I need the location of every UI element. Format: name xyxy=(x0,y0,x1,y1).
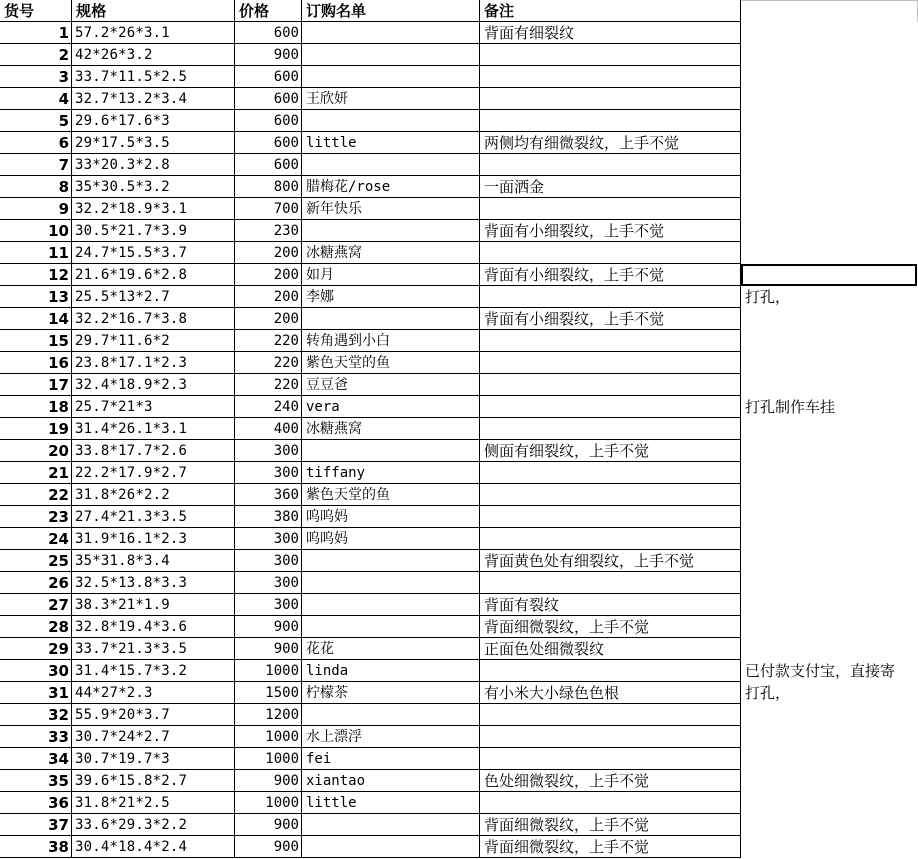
table-row xyxy=(0,792,918,814)
table-row xyxy=(0,748,918,770)
cell-extra[interactable] xyxy=(741,176,918,198)
cell-note[interactable] xyxy=(480,660,741,682)
cell-spec[interactable]: 42*26*3.2 xyxy=(72,44,235,66)
cell-price[interactable]: 300 xyxy=(235,572,302,594)
cell-item-no[interactable]: 10 xyxy=(0,220,72,242)
table-row xyxy=(0,682,918,704)
cell-buyer[interactable]: fei xyxy=(302,748,480,770)
cell-buyer[interactable] xyxy=(302,308,480,330)
cell-item-no[interactable]: 22 xyxy=(0,484,72,506)
header-item-no[interactable]: 货号 xyxy=(0,0,72,22)
cell-spec[interactable]: 30.5*21.7*3.9 xyxy=(72,220,235,242)
cell-item-no[interactable]: 30 xyxy=(0,660,72,682)
cell-buyer[interactable] xyxy=(302,704,480,726)
cell-spec[interactable]: 21.6*19.6*2.8 xyxy=(72,264,235,286)
cell-note[interactable] xyxy=(480,110,741,132)
cell-note[interactable]: 侧面有细裂纹，上手不觉 xyxy=(480,440,741,462)
cell-note[interactable] xyxy=(480,154,741,176)
table-row xyxy=(0,484,918,506)
cell-buyer[interactable] xyxy=(302,594,480,616)
cell-item-no[interactable]: 17 xyxy=(0,374,72,396)
table-row xyxy=(0,66,918,88)
cell-note[interactable]: 背面有小细裂纹，上手不觉 xyxy=(480,220,741,242)
cell-extra[interactable] xyxy=(741,242,918,264)
cell-buyer[interactable] xyxy=(302,550,480,572)
cell-buyer[interactable]: 腊梅花/rose xyxy=(302,176,480,198)
cell-extra[interactable] xyxy=(741,616,918,638)
cell-note[interactable] xyxy=(480,286,741,308)
cell-spec[interactable]: 31.9*16.1*2.3 xyxy=(72,528,235,550)
cell-price[interactable]: 220 xyxy=(235,374,302,396)
cell-note[interactable]: 背面有裂纹 xyxy=(480,594,741,616)
cell-spec[interactable]: 32.2*16.7*3.8 xyxy=(72,308,235,330)
cell-item-no[interactable]: 31 xyxy=(0,682,72,704)
cell-buyer[interactable] xyxy=(302,440,480,462)
cell-buyer[interactable]: little xyxy=(302,132,480,154)
cell-extra[interactable] xyxy=(741,220,918,242)
cell-item-no[interactable]: 9 xyxy=(0,198,72,220)
cell-item-no[interactable]: 2 xyxy=(0,44,72,66)
cell-note[interactable] xyxy=(480,528,741,550)
cell-buyer[interactable] xyxy=(302,836,480,858)
cell-buyer[interactable]: 紫色天堂的鱼 xyxy=(302,352,480,374)
cell-note[interactable] xyxy=(480,396,741,418)
cell-note[interactable]: 背面有细裂纹 xyxy=(480,22,741,44)
cell-spec[interactable]: 31.8*26*2.2 xyxy=(72,484,235,506)
cell-item-no[interactable]: 35 xyxy=(0,770,72,792)
cell-extra[interactable] xyxy=(741,440,918,462)
cell-price[interactable]: 300 xyxy=(235,440,302,462)
cell-price[interactable]: 600 xyxy=(235,132,302,154)
cell-item-no[interactable]: 15 xyxy=(0,330,72,352)
cell-spec[interactable]: 31.4*26.1*3.1 xyxy=(72,418,235,440)
table-row xyxy=(0,572,918,594)
cell-buyer[interactable]: 水上漂浮 xyxy=(302,726,480,748)
cell-spec[interactable]: 55.9*20*3.7 xyxy=(72,704,235,726)
table-row xyxy=(0,110,918,132)
cell-note[interactable] xyxy=(480,704,741,726)
table-row xyxy=(0,704,918,726)
cell-buyer[interactable] xyxy=(302,22,480,44)
cell-extra[interactable]: 已付款支付宝，直接寄 xyxy=(745,662,896,680)
cell-buyer[interactable] xyxy=(302,220,480,242)
cell-item-no[interactable]: 1 xyxy=(0,22,72,44)
cell-price[interactable]: 300 xyxy=(235,594,302,616)
table-row xyxy=(0,308,918,330)
cell-note[interactable] xyxy=(480,726,741,748)
cell-item-no[interactable]: 38 xyxy=(0,836,72,858)
cell-price[interactable]: 1000 xyxy=(235,660,302,682)
cell-spec[interactable]: 38.3*21*1.9 xyxy=(72,594,235,616)
cell-spec[interactable]: 32.8*19.4*3.6 xyxy=(72,616,235,638)
cell-price[interactable]: 700 xyxy=(235,198,302,220)
table-row xyxy=(0,22,918,44)
cell-note[interactable]: 背面有小细裂纹，上手不觉 xyxy=(480,308,741,330)
cell-spec[interactable]: 22.2*17.9*2.7 xyxy=(72,462,235,484)
cell-item-no[interactable]: 6 xyxy=(0,132,72,154)
cell-spec[interactable]: 24.7*15.5*3.7 xyxy=(72,242,235,264)
cell-price[interactable]: 220 xyxy=(235,352,302,374)
cell-note[interactable] xyxy=(480,418,741,440)
cell-note[interactable] xyxy=(480,88,741,110)
cell-price[interactable]: 200 xyxy=(235,286,302,308)
cell-item-no[interactable]: 32 xyxy=(0,704,72,726)
cell-extra[interactable] xyxy=(741,594,918,616)
selected-cell-outline[interactable] xyxy=(741,264,917,286)
header-note[interactable]: 备注 xyxy=(480,0,741,22)
cell-item-no[interactable]: 3 xyxy=(0,66,72,88)
cell-extra[interactable] xyxy=(741,44,918,66)
cell-price[interactable]: 800 xyxy=(235,176,302,198)
table-row xyxy=(0,594,918,616)
table-row xyxy=(0,528,918,550)
cell-buyer[interactable]: linda xyxy=(302,660,480,682)
header-extra-cell[interactable] xyxy=(741,0,918,22)
table-row xyxy=(0,770,918,792)
cell-item-no[interactable]: 8 xyxy=(0,176,72,198)
header-spec[interactable]: 规格 xyxy=(72,0,235,22)
cell-extra[interactable]: 打孔， xyxy=(745,684,791,702)
cell-price[interactable]: 1000 xyxy=(235,726,302,748)
cell-item-no[interactable]: 21 xyxy=(0,462,72,484)
cell-note[interactable]: 正面色处细微裂纹 xyxy=(480,638,741,660)
cell-spec[interactable]: 35*30.5*3.2 xyxy=(72,176,235,198)
cell-price[interactable]: 1000 xyxy=(235,792,302,814)
cell-spec[interactable]: 39.6*15.8*2.7 xyxy=(72,770,235,792)
cell-item-no[interactable]: 7 xyxy=(0,154,72,176)
table-row xyxy=(0,638,918,660)
cell-note[interactable] xyxy=(480,198,741,220)
cell-buyer[interactable]: tiffany xyxy=(302,462,480,484)
table-row xyxy=(0,132,918,154)
cell-note[interactable] xyxy=(480,506,741,528)
cell-item-no[interactable]: 5 xyxy=(0,110,72,132)
cell-extra[interactable] xyxy=(741,836,918,858)
cell-note[interactable] xyxy=(480,462,741,484)
table-row xyxy=(0,462,918,484)
cell-extra[interactable] xyxy=(741,572,918,594)
cell-item-no[interactable]: 20 xyxy=(0,440,72,462)
cell-note[interactable] xyxy=(480,66,741,88)
cell-note[interactable]: 有小米大小绿色色根 xyxy=(480,682,741,704)
cell-price[interactable]: 300 xyxy=(235,550,302,572)
cell-item-no[interactable]: 33 xyxy=(0,726,72,748)
cell-note[interactable]: 背面黄色处有细裂纹，上手不觉 xyxy=(480,550,741,572)
cell-buyer[interactable]: 柠檬茶 xyxy=(302,682,480,704)
cell-extra[interactable] xyxy=(741,132,918,154)
header-buyer-list[interactable]: 订购名单 xyxy=(302,0,480,22)
cell-spec[interactable]: 33.7*11.5*2.5 xyxy=(72,66,235,88)
cell-item-no[interactable]: 36 xyxy=(0,792,72,814)
table-row xyxy=(0,836,918,858)
table-row xyxy=(0,242,918,264)
cell-buyer[interactable]: 冰糖燕窝 xyxy=(302,242,480,264)
cell-price[interactable]: 380 xyxy=(235,506,302,528)
cell-extra[interactable] xyxy=(741,462,918,484)
cell-extra[interactable] xyxy=(741,154,918,176)
cell-buyer[interactable] xyxy=(302,66,480,88)
table-row xyxy=(0,330,918,352)
cell-note[interactable]: 两侧均有细微裂纹，上手不觉 xyxy=(480,132,741,154)
cell-buyer[interactable]: 呜呜妈 xyxy=(302,528,480,550)
cell-item-no[interactable]: 18 xyxy=(0,396,72,418)
cell-item-no[interactable]: 34 xyxy=(0,748,72,770)
cell-spec[interactable]: 33.7*21.3*3.5 xyxy=(72,638,235,660)
cell-extra[interactable] xyxy=(741,550,918,572)
cell-buyer[interactable]: 花花 xyxy=(302,638,480,660)
table-row xyxy=(0,198,918,220)
cell-buyer[interactable] xyxy=(302,44,480,66)
table-row xyxy=(0,88,918,110)
cell-item-no[interactable]: 25 xyxy=(0,550,72,572)
cell-note[interactable] xyxy=(480,572,741,594)
cell-note[interactable]: 一面洒金 xyxy=(480,176,741,198)
cell-price[interactable]: 1000 xyxy=(235,748,302,770)
cell-price[interactable]: 1500 xyxy=(235,682,302,704)
cell-extra[interactable] xyxy=(741,418,918,440)
cell-note[interactable]: 背面细微裂纹，上手不觉 xyxy=(480,616,741,638)
table-row xyxy=(0,506,918,528)
cell-extra[interactable] xyxy=(741,528,918,550)
cell-item-no[interactable]: 14 xyxy=(0,308,72,330)
cell-item-no[interactable]: 11 xyxy=(0,242,72,264)
cell-spec[interactable]: 30.7*19.7*3 xyxy=(72,748,235,770)
cell-extra[interactable] xyxy=(741,726,918,748)
cell-spec[interactable]: 29.7*11.6*2 xyxy=(72,330,235,352)
cell-extra[interactable] xyxy=(741,374,918,396)
cell-item-no[interactable]: 16 xyxy=(0,352,72,374)
cell-spec[interactable]: 31.8*21*2.5 xyxy=(72,792,235,814)
cell-price[interactable]: 900 xyxy=(235,814,302,836)
cell-price[interactable]: 900 xyxy=(235,770,302,792)
cell-note[interactable] xyxy=(480,374,741,396)
cell-spec[interactable]: 33.8*17.7*2.6 xyxy=(72,440,235,462)
cell-price[interactable]: 240 xyxy=(235,396,302,418)
cell-buyer[interactable] xyxy=(302,154,480,176)
cell-price[interactable]: 200 xyxy=(235,242,302,264)
cell-buyer[interactable]: 紫色天堂的鱼 xyxy=(302,484,480,506)
table-row xyxy=(0,440,918,462)
cell-spec[interactable]: 23.8*17.1*2.3 xyxy=(72,352,235,374)
cell-spec[interactable]: 30.4*18.4*2.4 xyxy=(72,836,235,858)
cell-buyer[interactable] xyxy=(302,110,480,132)
cell-spec[interactable]: 32.2*18.9*3.1 xyxy=(72,198,235,220)
cell-item-no[interactable]: 29 xyxy=(0,638,72,660)
cell-extra[interactable] xyxy=(741,704,918,726)
cell-item-no[interactable]: 28 xyxy=(0,616,72,638)
cell-price[interactable]: 600 xyxy=(235,66,302,88)
cell-price[interactable]: 900 xyxy=(235,638,302,660)
cell-price[interactable]: 900 xyxy=(235,836,302,858)
cell-extra[interactable] xyxy=(741,66,918,88)
cell-extra[interactable] xyxy=(741,748,918,770)
header-row xyxy=(0,0,918,22)
cell-extra[interactable] xyxy=(741,506,918,528)
cell-extra[interactable] xyxy=(741,484,918,506)
cell-price[interactable]: 220 xyxy=(235,330,302,352)
cell-spec[interactable]: 30.7*24*2.7 xyxy=(72,726,235,748)
cell-item-no[interactable]: 27 xyxy=(0,594,72,616)
cell-buyer[interactable] xyxy=(302,814,480,836)
cell-extra[interactable] xyxy=(741,22,918,44)
cell-spec[interactable]: 57.2*26*3.1 xyxy=(72,22,235,44)
cell-item-no[interactable]: 4 xyxy=(0,88,72,110)
cell-buyer[interactable]: 冰糖燕窝 xyxy=(302,418,480,440)
table-row xyxy=(0,660,918,682)
cell-note[interactable] xyxy=(480,792,741,814)
cell-spec[interactable]: 32.7*13.2*3.4 xyxy=(72,88,235,110)
cell-price[interactable]: 1200 xyxy=(235,704,302,726)
cell-extra[interactable] xyxy=(741,792,918,814)
table-row xyxy=(0,220,918,242)
cell-spec[interactable]: 25.7*21*3 xyxy=(72,396,235,418)
cell-price[interactable]: 600 xyxy=(235,154,302,176)
cell-spec[interactable]: 35*31.8*3.4 xyxy=(72,550,235,572)
cell-extra[interactable] xyxy=(741,198,918,220)
table-row xyxy=(0,814,918,836)
cell-note[interactable]: 背面细微裂纹，上手不觉 xyxy=(480,836,741,858)
table-row xyxy=(0,176,918,198)
cell-price[interactable]: 360 xyxy=(235,484,302,506)
cell-price[interactable]: 900 xyxy=(235,616,302,638)
cell-price[interactable]: 600 xyxy=(235,22,302,44)
cell-price[interactable]: 230 xyxy=(235,220,302,242)
cell-item-no[interactable]: 12 xyxy=(0,264,72,286)
cell-note[interactable]: 背面细微裂纹，上手不觉 xyxy=(480,814,741,836)
cell-buyer[interactable]: 转角遇到小白 xyxy=(302,330,480,352)
cell-item-no[interactable]: 13 xyxy=(0,286,72,308)
cell-buyer[interactable]: 呜呜妈 xyxy=(302,506,480,528)
cell-extra[interactable]: 打孔制作车挂 xyxy=(745,398,836,416)
cell-note[interactable] xyxy=(480,352,741,374)
table-row xyxy=(0,396,918,418)
cell-price[interactable]: 200 xyxy=(235,264,302,286)
cell-buyer[interactable]: xiantao xyxy=(302,770,480,792)
table-row xyxy=(0,550,918,572)
cell-buyer[interactable]: 王欣妍 xyxy=(302,88,480,110)
table-row xyxy=(0,418,918,440)
cell-extra[interactable] xyxy=(741,814,918,836)
cell-price[interactable]: 300 xyxy=(235,462,302,484)
cell-spec[interactable]: 29.6*17.6*3 xyxy=(72,110,235,132)
table-row xyxy=(0,44,918,66)
cell-buyer[interactable]: 新年快乐 xyxy=(302,198,480,220)
cell-price[interactable]: 900 xyxy=(235,44,302,66)
cell-buyer[interactable]: 如月 xyxy=(302,264,480,286)
cell-note[interactable]: 背面有小细裂纹，上手不觉 xyxy=(480,264,741,286)
table-row xyxy=(0,616,918,638)
cell-note[interactable] xyxy=(480,748,741,770)
cell-price[interactable]: 600 xyxy=(235,110,302,132)
cell-buyer[interactable]: 李娜 xyxy=(302,286,480,308)
table-row xyxy=(0,286,918,308)
cell-item-no[interactable]: 37 xyxy=(0,814,72,836)
cell-buyer[interactable]: little xyxy=(302,792,480,814)
cell-note[interactable] xyxy=(480,484,741,506)
cell-note[interactable] xyxy=(480,242,741,264)
cell-price[interactable]: 200 xyxy=(235,308,302,330)
cell-spec[interactable]: 32.4*18.9*2.3 xyxy=(72,374,235,396)
table-row xyxy=(0,352,918,374)
cell-extra[interactable]: 打孔， xyxy=(745,288,791,306)
cell-note[interactable] xyxy=(480,44,741,66)
cell-buyer[interactable] xyxy=(302,616,480,638)
cell-buyer[interactable]: 豆豆爸 xyxy=(302,374,480,396)
header-price[interactable]: 价格 xyxy=(235,0,302,22)
table-row xyxy=(0,154,918,176)
cell-spec[interactable]: 29*17.5*3.5 xyxy=(72,132,235,154)
cell-price[interactable]: 400 xyxy=(235,418,302,440)
cell-item-no[interactable]: 23 xyxy=(0,506,72,528)
cell-price[interactable]: 600 xyxy=(235,88,302,110)
cell-item-no[interactable]: 24 xyxy=(0,528,72,550)
cell-spec[interactable]: 44*27*2.3 xyxy=(72,682,235,704)
cell-buyer[interactable] xyxy=(302,572,480,594)
cell-extra[interactable] xyxy=(741,352,918,374)
cell-buyer[interactable]: vera xyxy=(302,396,480,418)
cell-item-no[interactable]: 19 xyxy=(0,418,72,440)
cell-extra[interactable] xyxy=(741,110,918,132)
cell-spec[interactable]: 33.6*29.3*2.2 xyxy=(72,814,235,836)
cell-extra[interactable] xyxy=(741,770,918,792)
cell-extra[interactable] xyxy=(741,638,918,660)
cell-note[interactable] xyxy=(480,330,741,352)
cell-spec[interactable]: 31.4*15.7*3.2 xyxy=(72,660,235,682)
cell-spec[interactable]: 32.5*13.8*3.3 xyxy=(72,572,235,594)
cell-extra[interactable] xyxy=(741,330,918,352)
cell-spec[interactable]: 33*20.3*2.8 xyxy=(72,154,235,176)
cell-item-no[interactable]: 26 xyxy=(0,572,72,594)
table-row xyxy=(0,726,918,748)
cell-extra[interactable] xyxy=(741,308,918,330)
cell-extra[interactable] xyxy=(741,88,918,110)
cell-price[interactable]: 300 xyxy=(235,528,302,550)
cell-note[interactable]: 色处细微裂纹，上手不觉 xyxy=(480,770,741,792)
cell-spec[interactable]: 27.4*21.3*3.5 xyxy=(72,506,235,528)
cell-spec[interactable]: 25.5*13*2.7 xyxy=(72,286,235,308)
table-row xyxy=(0,374,918,396)
